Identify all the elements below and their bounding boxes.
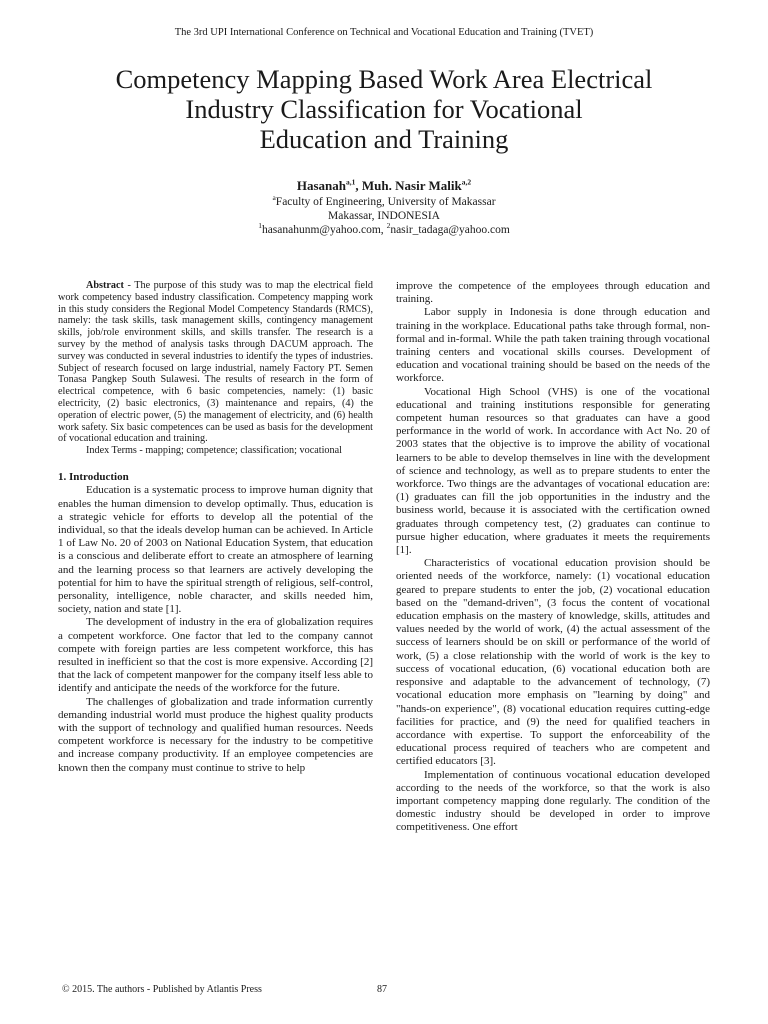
abstract-label: Abstract bbox=[86, 280, 124, 291]
author-emails bbox=[0, 221, 768, 237]
email-superscript: 1 bbox=[258, 221, 262, 231]
author-name: Muh. Nasir Malik bbox=[361, 178, 462, 193]
author-superscript: a,2 bbox=[461, 177, 472, 187]
email-address: hasanahunm@yahoo.com, bbox=[261, 224, 387, 236]
section-heading: 1. Introduction bbox=[58, 471, 129, 484]
author-superscript: a,1 bbox=[346, 177, 356, 187]
author-separator: , bbox=[355, 178, 362, 193]
paper-title bbox=[60, 64, 708, 154]
copyright-footer: © 2015. The authors - Published by Atlantis Press bbox=[62, 984, 262, 995]
body-paragraph: Characteristics of vocational education provision should be oriented needs of the workforce, namely: (1) vocational education geared to prepare students to enter the job, (2) vocational education based on the "demand-driven", (3 focus the content of vocational education emphasis on the mastery of knowledge, skills, attitudes and values needed by the world of work, (4) the actual assessment of the success of learners should be on skill or performance of the world of work, (5) a close relationship with the world of work is the key to success of vocational education, (6) vocational education both are responsive and adaptable to the advancement of technology, (7) vocational education more emphasis on "learning by doing" and "hands-on experience", (8) vocational education requires cutting-edge facilities for practice, and (9) the need for qualified teachers in accordance with expertise. To support the enforceability of the educational process required of teachers who are competent and certified educators [3]. bbox=[396, 557, 710, 768]
email-superscript: 2 bbox=[386, 221, 391, 231]
index-terms: Index Terms - mapping; competence; classification; vocational bbox=[86, 445, 342, 457]
title-line: Education and Training bbox=[259, 124, 509, 154]
body-paragraph-continued: improve the competence of the employees through education and training. bbox=[396, 280, 710, 306]
body-paragraph: The development of industry in the era of globalization requires a competent workforce. One factor that led to the company cannot compete with foreign parties are less competent workforce, this has resulted in inefficient so that the cost is more expensive. According [2] that the lack of competent manpower for the company itself less able to identify and anticipate the needs of the workforce for the future. bbox=[58, 616, 373, 695]
email-address: nasir_tadaga@yahoo.com bbox=[390, 224, 510, 236]
left-column bbox=[58, 280, 373, 775]
page-number: 87 bbox=[377, 984, 387, 995]
abstract-text: - The purpose of this study was to map the electrical field work competency based industry classification. Competency mapping work in this study considers the Regional Model Competency Standards (RMCS), namely: the task skills, task management skills, contingency management skills, job/role environment skills, and skills transfer. The research is a survey by the method of analysis tasks through DACUM approach. The survey was conducted in several industries to identify the types of industries. Subject of research focused on large industrial, namely Factory PT. Semen Tonasa Pangkep South Sulawesi. The results of research in the form of electrical competence, with 6 basic competencies, namely: (1) basic electricity, (2) basic electronics, (3) maintenance and repairs, (4) the operation of electric power, (5) the management of electricity, and (6) health work safety. Six basic competences can be used as basis for the development of vocational education and training. bbox=[58, 280, 373, 445]
affiliation-location: Makassar, INDONESIA bbox=[328, 210, 440, 222]
affiliation-text: Faculty of Engineering, University of Makassar bbox=[275, 196, 496, 208]
title-line: Competency Mapping Based Work Area Electrical bbox=[115, 64, 653, 94]
right-column bbox=[396, 280, 710, 835]
body-paragraph: Labor supply in Indonesia is done through education and training in the workplace. Educational paths take through formal, non-formal and in-formal. While the path taken training through vocational training centers and vocational skills courses. Development of education and vocational training should be based on the needs of the workforce. bbox=[396, 306, 710, 385]
author-list bbox=[0, 178, 768, 194]
author-name: Hasanah bbox=[296, 178, 347, 193]
abstract bbox=[58, 280, 373, 445]
body-paragraph: Implementation of continuous vocational education developed according to the needs of the workforce, so that the work is also important competency mapping done regularly. The condition of the domestic industry should be developed in order to improve competitiveness. One effort bbox=[396, 768, 710, 834]
body-paragraph: Education is a systematic process to improve human dignity that enables the human dimension to develop optimally. Thus, education is a strategic vehicle for efforts to develop all the potential of the individual, so that the ideals develop human can be achieved. In Article 1 of Law No. 20 of 2003 on National Education System, that education is a conscious and deliberate effort to create an atmosphere of learning and the learning process so that learners are actively developing the potential for him to have the spiritual strength of religious, self-control, personality, intelligence, noble character, and skills needed him, society, nation and state [1]. bbox=[58, 484, 373, 616]
running-header: The 3rd UPI International Conference on Technical and Vocational Education and Training (TVET) bbox=[174, 27, 594, 38]
title-line: Industry Classification for Vocational bbox=[185, 94, 583, 124]
affiliation-line bbox=[0, 193, 768, 209]
body-paragraph: Vocational High School (VHS) is one of the vocational educational and training institutions responsible for generating competent human resources so that graduates can have a good performance in the world of work. In accordance with Act No. 20 of 2003 states that the objective is to improve the ability of vocational learners to be able to develop themselves in line with the development of science and technology, as well as to prepare students to enter the workforce. Two things are the advantages of vocational education are: (1) graduates can fill the job opportunities in the industry and the business world, because it is associated with the certification owned graduates through competency test, (2) graduates can continue to pursue higher education, where graduates it meets the requirements [1]. bbox=[396, 385, 710, 557]
body-paragraph: The challenges of globalization and trade information currently demanding industrial world must produce the highest quality products with the support of technology and qualified human resources. Needs competent workforce is necessary for the industry to be competitive and increase company productivity. If an employee competencies are known then the company must continue to strive to help bbox=[58, 695, 373, 774]
affiliation-superscript: a bbox=[272, 193, 276, 203]
